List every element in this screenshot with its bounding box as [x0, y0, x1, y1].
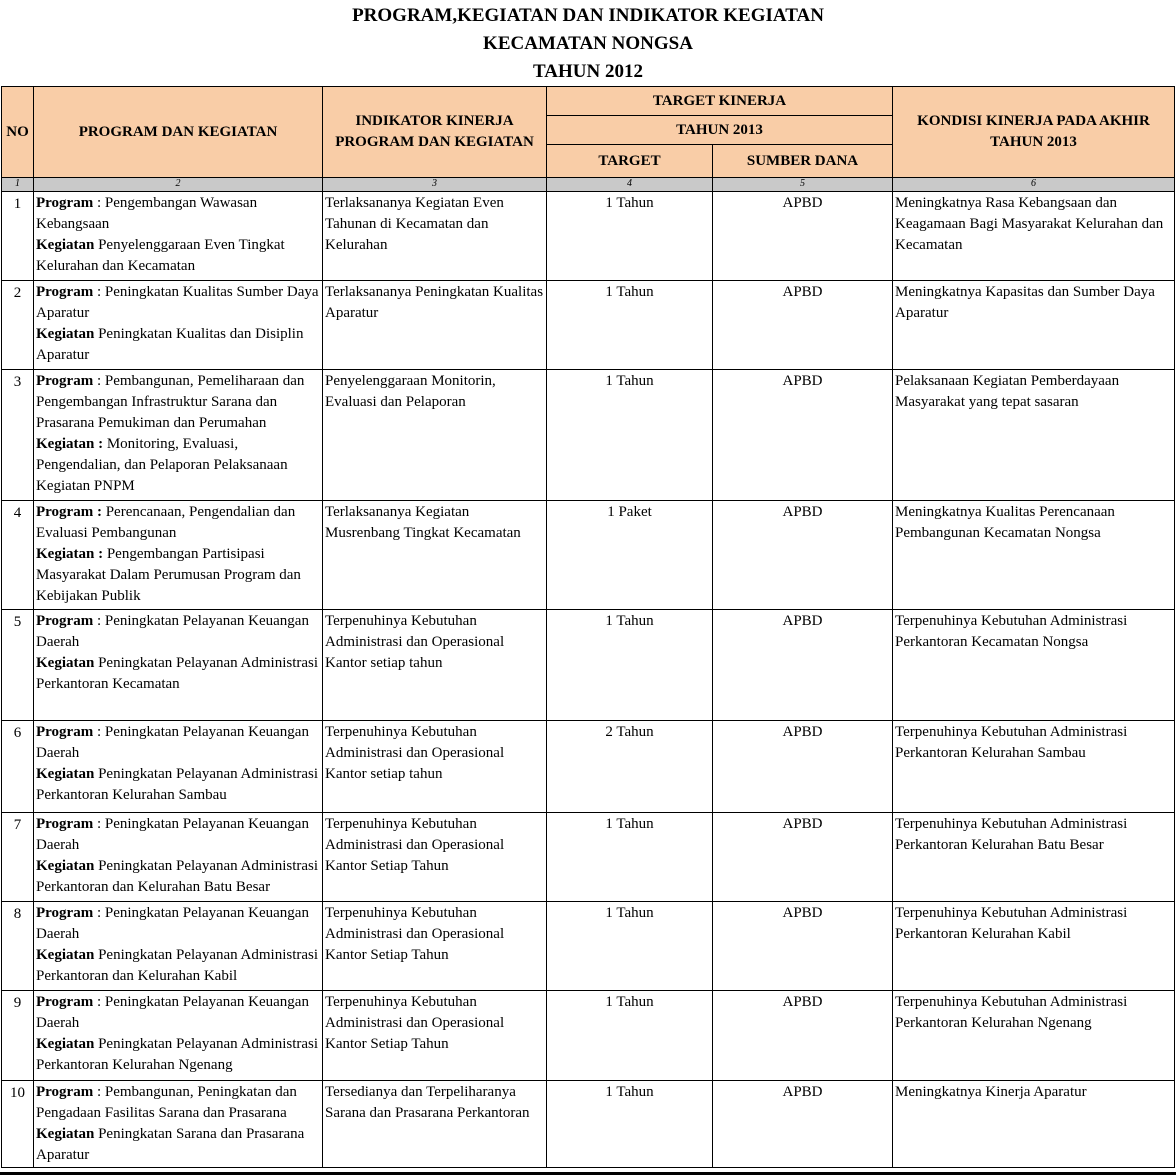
program-label: Program: [36, 816, 94, 832]
kegiatan-text: Peningkatan Pelayanan Administrasi Perkantoran dan Kelurahan Kabil: [36, 947, 319, 984]
kondisi-cell: Terpenuhinya Kebutuhan Administrasi Perkantoran Kelurahan Kabil: [893, 902, 1175, 991]
kegiatan-text: Peningkatan Kualitas dan Disiplin Aparatur: [36, 326, 304, 363]
program-text: Perencanaan, Pengendalian dan Evaluasi Pembangunan: [36, 504, 296, 541]
indikator-cell: Terpenuhinya Kebutuhan Administrasi dan Operasional Kantor Setiap Tahun: [323, 902, 547, 991]
kegiatan-label: Kegiatan: [36, 766, 95, 782]
kegiatan-label: Kegiatan: [36, 1036, 95, 1052]
col-num: 6: [893, 178, 1175, 192]
column-number-row: [2, 178, 1175, 192]
sumber-dana-cell: APBD: [713, 721, 893, 813]
header-program: PROGRAM DAN KEGIATAN: [34, 87, 323, 178]
table-row: [2, 1081, 1175, 1168]
program-kegiatan-cell: [34, 813, 323, 902]
indikator-cell: Terlaksananya Kegiatan Even Tahunan di Kecamatan dan Kelurahan: [323, 192, 547, 281]
kegiatan-text: Peningkatan Pelayanan Administrasi Perkantoran Kelurahan Sambau: [36, 766, 319, 803]
program-kegiatan-cell: [34, 1081, 323, 1168]
kondisi-cell: Terpenuhinya Kebutuhan Administrasi Perkantoran Kecamatan Nongsa: [893, 610, 1175, 721]
table-row: [2, 902, 1175, 991]
kondisi-cell: Meningkatnya Kapasitas dan Sumber Daya Aparatur: [893, 281, 1175, 370]
program-text: : Peningkatan Pelayanan Keuangan Daerah: [36, 994, 309, 1031]
indikator-cell: Tersedianya dan Terpeliharanya Sarana dan Prasarana Perkantoran: [323, 1081, 547, 1168]
sumber-dana-cell: APBD: [713, 902, 893, 991]
kondisi-cell: Meningkatnya Kinerja Aparatur: [893, 1081, 1175, 1168]
program-text: : Peningkatan Kualitas Sumber Daya Aparatur: [36, 284, 319, 321]
kegiatan-label: Kegiatan :: [36, 546, 104, 562]
row-no: 6: [2, 721, 34, 813]
kegiatan-label: Kegiatan: [36, 947, 95, 963]
program-text: : Pembangunan, Peningkatan dan Pengadaan Fasilitas Sarana dan Prasarana: [36, 1084, 297, 1121]
target-cell: 1 Tahun: [547, 991, 713, 1081]
row-no: 3: [2, 370, 34, 501]
target-cell: 1 Tahun: [547, 902, 713, 991]
kegiatan-label: Kegiatan: [36, 1126, 95, 1142]
kegiatan-label: Kegiatan: [36, 858, 95, 874]
table-row: [2, 370, 1175, 501]
row-no: 9: [2, 991, 34, 1081]
indikator-cell: Terlaksananya Peningkatan Kualitas Aparatur: [323, 281, 547, 370]
title-line-1: PROGRAM,KEGIATAN DAN INDIKATOR KEGIATAN: [352, 5, 824, 26]
kegiatan-label: Kegiatan: [36, 655, 95, 671]
row-no: 5: [2, 610, 34, 721]
program-kegiatan-cell: [34, 902, 323, 991]
target-cell: 2 Tahun: [547, 721, 713, 813]
sumber-dana-cell: APBD: [713, 370, 893, 501]
program-label: Program :: [36, 504, 102, 520]
row-no: 10: [2, 1081, 34, 1168]
kondisi-cell: Pelaksanaan Kegiatan Pemberdayaan Masyarakat yang tepat sasaran: [893, 370, 1175, 501]
program-kegiatan-cell: [34, 721, 323, 813]
kondisi-cell: Meningkatnya Rasa Kebangsaan dan Keagamaan Bagi Masyarakat Kelurahan dan Kecamatan: [893, 192, 1175, 281]
target-cell: 1 Tahun: [547, 610, 713, 721]
kegiatan-text: Peningkatan Pelayanan Administrasi Perkantoran Kelurahan Ngenang: [36, 1036, 319, 1073]
table-row: [2, 610, 1175, 721]
kegiatan-text: Penyelenggaraan Even Tingkat Kelurahan dan Kecamatan: [36, 237, 285, 274]
program-kegiatan-cell: [34, 281, 323, 370]
table-row: [2, 501, 1175, 610]
row-no: 4: [2, 501, 34, 610]
header-no: NO: [2, 87, 34, 178]
header-tahun: TAHUN 2013: [547, 116, 893, 145]
target-cell: 1 Tahun: [547, 370, 713, 501]
table-row: [2, 281, 1175, 370]
program-label: Program: [36, 1084, 94, 1100]
title-line-3: TAHUN 2012: [533, 61, 643, 82]
col-num: 5: [713, 178, 893, 192]
program-table: [1, 86, 1175, 1168]
program-text: : Pengembangan Wawasan Kebangsaan: [36, 195, 258, 232]
kegiatan-text: Peningkatan Pelayanan Administrasi Perkantoran Kecamatan: [36, 655, 319, 692]
program-text: : Pembangunan, Pemeliharaan dan Pengembangan Infrastruktur Sarana dan Prasarana Pemukiman dan Perumahan: [36, 373, 305, 431]
program-label: Program: [36, 613, 94, 629]
sumber-dana-cell: APBD: [713, 281, 893, 370]
indikator-cell: Terlaksananya Kegiatan Musrenbang Tingkat Kecamatan: [323, 501, 547, 610]
sumber-dana-cell: APBD: [713, 610, 893, 721]
sumber-dana-cell: APBD: [713, 813, 893, 902]
program-label: Program: [36, 994, 94, 1010]
kegiatan-label: Kegiatan :: [36, 436, 104, 452]
kegiatan-text: Pengembangan Partisipasi Masyarakat Dalam Perumusan Program dan Kebijakan Publik: [36, 546, 301, 604]
target-cell: 1 Tahun: [547, 192, 713, 281]
row-no: 1: [2, 192, 34, 281]
col-num: 2: [34, 178, 323, 192]
col-num: 4: [547, 178, 713, 192]
program-kegiatan-cell: [34, 991, 323, 1081]
header-sumber-dana: SUMBER DANA: [713, 145, 893, 178]
program-label: Program: [36, 905, 94, 921]
program-text: : Peningkatan Pelayanan Keuangan Daerah: [36, 724, 309, 761]
header-target-kinerja: TARGET KINERJA: [547, 87, 893, 116]
table-row: [2, 192, 1175, 281]
table-row: [2, 813, 1175, 902]
program-kegiatan-cell: [34, 370, 323, 501]
kegiatan-text: Peningkatan Pelayanan Administrasi Perkantoran dan Kelurahan Batu Besar: [36, 858, 319, 895]
col-num: 3: [323, 178, 547, 192]
sumber-dana-cell: APBD: [713, 501, 893, 610]
header-target: TARGET: [547, 145, 713, 178]
program-label: Program: [36, 724, 94, 740]
kondisi-cell: Terpenuhinya Kebutuhan Administrasi Perkantoran Kelurahan Sambau: [893, 721, 1175, 813]
table-row: [2, 721, 1175, 813]
header-kondisi: KONDISI KINERJA PADA AKHIR TAHUN 2013: [893, 87, 1175, 178]
kegiatan-text: Monitoring, Evaluasi, Pengendalian, dan Pelaporan Pelaksanaan Kegiatan PNPM: [36, 436, 288, 494]
kegiatan-text: Peningkatan Sarana dan Prasarana Aparatur: [36, 1126, 305, 1163]
indikator-cell: Terpenuhinya Kebutuhan Administrasi dan Operasional Kantor Setiap Tahun: [323, 813, 547, 902]
program-label: Program: [36, 284, 94, 300]
indikator-cell: Terpenuhinya Kebutuhan Administrasi dan Operasional Kantor setiap tahun: [323, 721, 547, 813]
program-text: : Peningkatan Pelayanan Keuangan Daerah: [36, 613, 309, 650]
row-no: 2: [2, 281, 34, 370]
sumber-dana-cell: APBD: [713, 991, 893, 1081]
program-kegiatan-cell: [34, 501, 323, 610]
table-row: [2, 991, 1175, 1081]
document-title: [0, 0, 1176, 84]
title-line-2: KECAMATAN NONGSA: [483, 33, 693, 54]
row-no: 7: [2, 813, 34, 902]
target-cell: 1 Paket: [547, 501, 713, 610]
program-text: : Peningkatan Pelayanan Keuangan Daerah: [36, 816, 309, 853]
kegiatan-label: Kegiatan: [36, 237, 95, 253]
row-no: 8: [2, 902, 34, 991]
program-text: : Peningkatan Pelayanan Keuangan Daerah: [36, 905, 309, 942]
program-kegiatan-cell: [34, 192, 323, 281]
kegiatan-label: Kegiatan: [36, 326, 95, 342]
sumber-dana-cell: APBD: [713, 1081, 893, 1168]
indikator-cell: Terpenuhinya Kebutuhan Administrasi dan Operasional Kantor Setiap Tahun: [323, 991, 547, 1081]
kondisi-cell: Meningkatnya Kualitas Perencanaan Pembangunan Kecamatan Nongsa: [893, 501, 1175, 610]
col-num: 1: [2, 178, 34, 192]
kondisi-cell: Terpenuhinya Kebutuhan Administrasi Perkantoran Kelurahan Ngenang: [893, 991, 1175, 1081]
sumber-dana-cell: APBD: [713, 192, 893, 281]
target-cell: 1 Tahun: [547, 1081, 713, 1168]
program-label: Program: [36, 373, 94, 389]
target-cell: 1 Tahun: [547, 813, 713, 902]
header-indikator: INDIKATOR KINERJA PROGRAM DAN KEGIATAN: [323, 87, 547, 178]
kondisi-cell: Terpenuhinya Kebutuhan Administrasi Perkantoran Kelurahan Batu Besar: [893, 813, 1175, 902]
target-cell: 1 Tahun: [547, 281, 713, 370]
program-label: Program: [36, 195, 94, 211]
indikator-cell: Penyelenggaraan Monitorin, Evaluasi dan Pelaporan: [323, 370, 547, 501]
indikator-cell: Terpenuhinya Kebutuhan Administrasi dan Operasional Kantor setiap tahun: [323, 610, 547, 721]
program-kegiatan-cell: [34, 610, 323, 721]
